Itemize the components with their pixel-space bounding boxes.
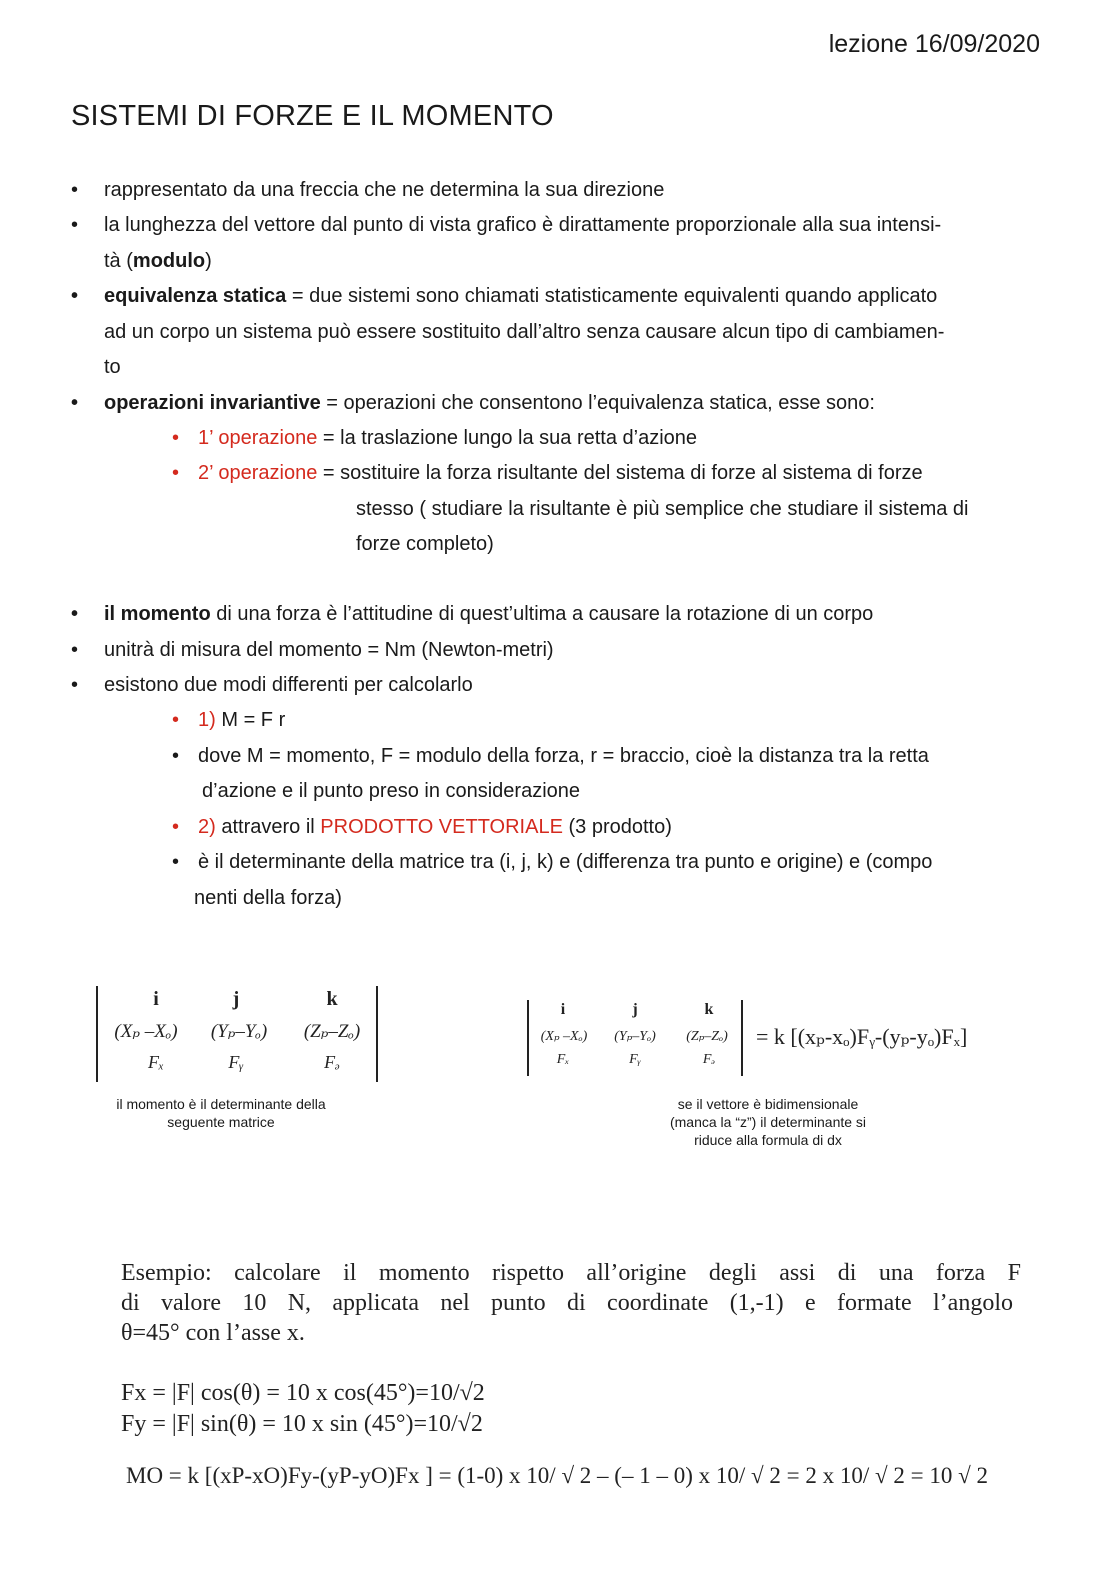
method-label: 1) [198,709,216,731]
bullet-icon: • [71,639,79,661]
list-item [104,279,1044,315]
term-equivalenza-statica: equivalenza statica [104,285,287,307]
matrix-cell: (Zₚ–Zₒ) [686,1029,728,1044]
cross-product-2d-formula: = k [(xₚ-xₒ)Fᵧ-(yₚ-yₒ)Fₓ] [756,1024,968,1049]
operation-2 [198,456,923,492]
matrix-cell: (Xₚ –Xₒ) [540,1029,588,1044]
list-item: la lunghezza del vettore dal punto di vista grafico è dirattamente proporzionale alla sua intensi- [104,214,942,236]
matrix-header-k: k [326,988,338,1010]
text-fragment: = la traslazione lungo la sua retta d’azione [317,427,698,449]
bullet-icon: • [71,214,79,236]
matrix-cell: (Yₚ–Yₒ) [210,1021,268,1042]
matrix-cell: Fₔ [324,1052,340,1072]
bullet-icon: • [71,674,79,696]
formula-mo: MO = k [(xP-xO)Fy-(yP-yO)Fx ] = (1-0) x 10/ √ 2 – (– 1 – 0) x 10/ √ 2 = 2 x 10/ √ 2 = 10 √ 2 [126,1463,988,1488]
matrix-cell: (Yₚ–Yₒ) [614,1029,656,1044]
bullet-icon: • [172,816,180,838]
matrix-right-caption [648,1095,888,1149]
list-item: rappresentato da una freccia che ne determina la sua direzione [104,179,665,201]
matrix-header-j: j [232,988,240,1010]
operation-2-continuation: forze completo) [356,533,494,555]
list-item-continuation: to [104,356,121,378]
method-1 [198,703,285,739]
determinant-matrix-2d [527,1000,743,1076]
list-item: unitrà di misura del momento = Nm (Newton-metri) [104,639,554,661]
matrix-header-i: i [560,1001,566,1018]
example-text-line: Esempio: calcolare il momento rispetto all’origine degli assi di una forza F [121,1260,1021,1286]
list-item [104,386,1044,422]
formula-fy: Fy = |F| sin(θ) = 10 x sin (45°)=10/√2 [121,1411,483,1437]
matrix-header-i: i [153,988,159,1010]
text-fragment: ) [205,250,212,272]
matrix-header-j: j [632,1001,638,1018]
bullet-icon: • [71,285,79,307]
list-item [104,597,1044,633]
bullet-icon: • [71,603,79,625]
bullet-icon: • [172,462,180,484]
list-item-continuation [104,244,1044,280]
bullet-icon: • [71,179,79,201]
page-title: SISTEMI DI FORZE E IL MOMENTO [71,100,554,132]
list-item: esistono due modi differenti per calcolarlo [104,674,473,696]
term-operazioni-invariantive: operazioni invariantive [104,392,321,414]
example-text-line: di valore 10 N, applicata nel punto di coordinate (1,-1) e formate l’angolo [121,1290,1013,1316]
caption-line: seguente matrice [167,1114,275,1130]
matrix-header-k: k [704,1001,714,1018]
formula-fx: Fx = |F| cos(θ) = 10 x cos(45°)=10/√2 [121,1380,485,1406]
matrix-cell: Fₔ [702,1052,716,1067]
matrix-cell: (Zₚ–Zₒ) [303,1021,361,1042]
method-label: 2) [198,816,216,838]
operation-2-continuation: stesso ( studiare la risultante è più semplice che studiare il sistema di [356,498,969,520]
example-text-line: θ=45° con l’asse x. [121,1320,305,1346]
bullet-icon: • [172,709,180,731]
text-fragment: tà ( [104,250,133,272]
term-modulo: modulo [132,250,206,272]
matrix-cell: Fₓ [147,1052,165,1072]
bullet-icon: • [172,851,180,873]
method-1-description-continuation: d’azione e il punto preso in considerazione [202,780,581,802]
text-fragment: = due sistemi sono chiamati statisticamente equivalenti quando applicato [286,285,938,307]
matrix-cell: (Xₚ –Xₒ) [114,1021,178,1042]
list-item-continuation: ad un corpo un sistema può essere sostituito dall’altro senza causare alcun tipo di cambiamen- [104,321,945,343]
text-fragment: (3 prodotto) [562,816,672,838]
text-fragment: = sostituire la forza risultante del sistema di forze al sistema di forze [317,462,923,484]
matrix-cell: Fᵧ [629,1052,641,1067]
text-fragment: M = F r [215,709,286,731]
method-1-description: dove M = momento, F = modulo della forza, r = braccio, cioè la distanza tra la retta [198,745,929,767]
matrix-cell: Fᵧ [228,1052,244,1072]
caption-line: (manca la “z”) il determinante si [669,1114,867,1130]
method-2 [198,810,672,846]
matrix-cell: Fₓ [556,1052,570,1067]
text-fragment: = operazioni che consentono l’equivalenza statica, esse sono: [320,392,875,414]
operation-label: 1’ operazione [198,427,318,449]
matrix-left-caption [96,1095,346,1131]
text-fragment: di una forza è l’attitudine di quest’ultima a causare la rotazione di un corpo [210,603,874,625]
term-prodotto-vettoriale: PRODOTTO VETTORIALE [320,816,563,838]
lesson-date: lezione 16/09/2020 [828,30,1040,58]
operation-label: 2’ operazione [198,462,318,484]
bullet-icon: • [71,392,79,414]
determinant-matrix-3d [96,986,378,1082]
caption-line: il momento è il determinante della [116,1096,326,1112]
term-momento: il momento [104,603,211,625]
caption-line: riduce alla formula di dx [694,1132,842,1148]
caption-line: se il vettore è bidimensionale [677,1096,859,1112]
bullet-icon: • [172,427,180,449]
operation-1 [198,421,697,457]
method-2-description: è il determinante della matrice tra (i, j, k) e (differenza tra punto e origine) e (compo [198,851,933,873]
bullet-icon: • [172,745,180,767]
method-2-description-continuation: nenti della forza) [194,887,342,909]
text-fragment: attravero il [215,816,321,838]
